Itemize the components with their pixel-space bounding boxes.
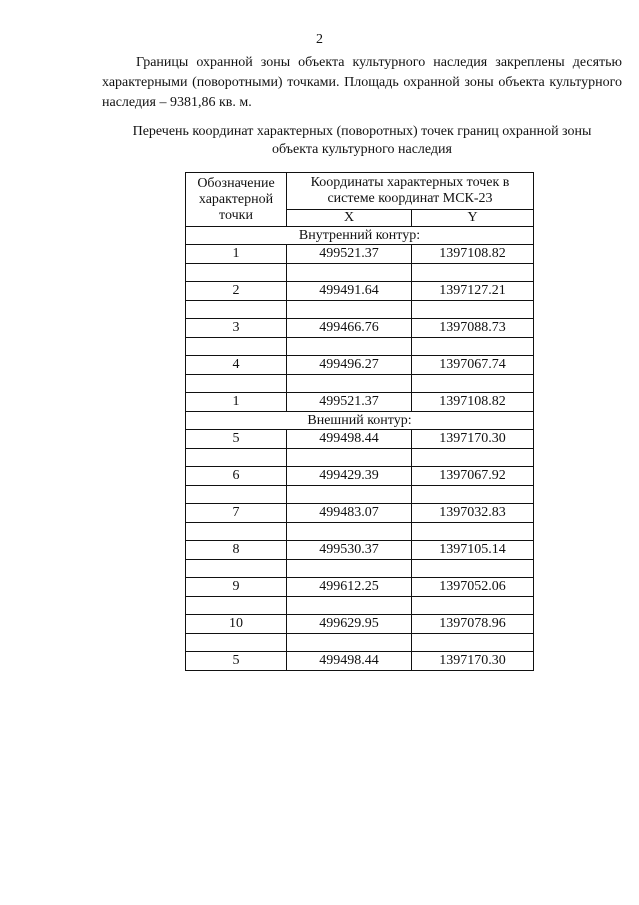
blank-row (186, 523, 534, 541)
blank-cell (412, 264, 534, 282)
cell-point: 1 (186, 393, 287, 412)
cell-point: 7 (186, 504, 287, 523)
cell-y: 1397078.96 (412, 615, 534, 634)
cell-y: 1397108.82 (412, 393, 534, 412)
table-row (186, 245, 534, 264)
cell-x: 499491.64 (287, 282, 412, 301)
blank-cell (287, 449, 412, 467)
cell-x: 499429.39 (287, 467, 412, 486)
blank-row (186, 560, 534, 578)
blank-cell (287, 301, 412, 319)
blank-cell (186, 597, 287, 615)
blank-cell (287, 560, 412, 578)
cell-x: 499498.44 (287, 430, 412, 449)
cell-y: 1397108.82 (412, 245, 534, 264)
blank-cell (412, 486, 534, 504)
intro-paragraph (102, 53, 622, 113)
cell-x: 499521.37 (287, 245, 412, 264)
cell-point: 1 (186, 245, 287, 264)
table-row (186, 356, 534, 375)
blank-cell (287, 375, 412, 393)
blank-cell (412, 523, 534, 541)
cell-y: 1397105.14 (412, 541, 534, 560)
blank-row (186, 449, 534, 467)
cell-x: 499612.25 (287, 578, 412, 597)
list-title-line1: Перечень координат характерных (поворотных) точек границ охранной зоны (132, 124, 592, 139)
blank-cell (412, 301, 534, 319)
header-y: Y (412, 210, 534, 227)
blank-cell (412, 449, 534, 467)
cell-x: 499483.07 (287, 504, 412, 523)
blank-cell (287, 486, 412, 504)
table-row (186, 541, 534, 560)
table-row (186, 319, 534, 338)
cell-x: 499496.27 (287, 356, 412, 375)
cell-x: 499629.95 (287, 615, 412, 634)
cell-point: 9 (186, 578, 287, 597)
page-number: 2 (316, 32, 323, 47)
blank-cell (186, 449, 287, 467)
blank-cell (287, 634, 412, 652)
cell-y: 1397088.73 (412, 319, 534, 338)
blank-cell (186, 560, 287, 578)
coordinates-table (185, 172, 534, 671)
cell-y: 1397170.30 (412, 430, 534, 449)
table-body (186, 227, 534, 671)
blank-row (186, 375, 534, 393)
blank-row (186, 597, 534, 615)
cell-point: 6 (186, 467, 287, 486)
blank-cell (186, 264, 287, 282)
section-row (186, 227, 534, 245)
cell-point: 4 (186, 356, 287, 375)
list-title (102, 123, 622, 159)
header-point-designation: Обозначение характерной точки (186, 173, 287, 227)
blank-cell (287, 264, 412, 282)
cell-x: 499498.44 (287, 652, 412, 671)
blank-row (186, 301, 534, 319)
blank-row (186, 634, 534, 652)
cell-y: 1397170.30 (412, 652, 534, 671)
cell-point: 5 (186, 652, 287, 671)
list-title-line2: объекта культурного наследия (272, 142, 452, 157)
table-row (186, 430, 534, 449)
blank-row (186, 486, 534, 504)
blank-row (186, 338, 534, 356)
blank-cell (186, 375, 287, 393)
table-row (186, 282, 534, 301)
cell-point: 8 (186, 541, 287, 560)
blank-cell (186, 523, 287, 541)
blank-cell (186, 338, 287, 356)
cell-point: 3 (186, 319, 287, 338)
cell-point: 2 (186, 282, 287, 301)
cell-y: 1397052.06 (412, 578, 534, 597)
blank-cell (412, 634, 534, 652)
cell-x: 499466.76 (287, 319, 412, 338)
table-row (186, 578, 534, 597)
blank-cell (412, 560, 534, 578)
blank-cell (412, 338, 534, 356)
header-coordinates: Координаты характерных точек в системе координат МСК-23 (287, 173, 534, 210)
section-title: Внутренний контур: (186, 227, 534, 245)
cell-point: 5 (186, 430, 287, 449)
blank-cell (287, 597, 412, 615)
intro-text: Границы охранной зоны объекта культурного наследия закреплены десятью характерными (поворотными) точками. Площадь охранной зоны объекта культурного наследия – 9381,86 кв. м. (102, 55, 622, 110)
table-row (186, 652, 534, 671)
table-row (186, 393, 534, 412)
blank-cell (186, 634, 287, 652)
section-row (186, 412, 534, 430)
blank-row (186, 264, 534, 282)
blank-cell (186, 486, 287, 504)
cell-y: 1397127.21 (412, 282, 534, 301)
blank-cell (287, 523, 412, 541)
table-row (186, 467, 534, 486)
section-title: Внешний контур: (186, 412, 534, 430)
blank-cell (287, 338, 412, 356)
table-row (186, 615, 534, 634)
table-row (186, 504, 534, 523)
cell-x: 499521.37 (287, 393, 412, 412)
cell-point: 10 (186, 615, 287, 634)
blank-cell (186, 301, 287, 319)
blank-cell (412, 375, 534, 393)
cell-y: 1397067.74 (412, 356, 534, 375)
cell-y: 1397067.92 (412, 467, 534, 486)
header-x: X (287, 210, 412, 227)
blank-cell (412, 597, 534, 615)
cell-y: 1397032.83 (412, 504, 534, 523)
cell-x: 499530.37 (287, 541, 412, 560)
